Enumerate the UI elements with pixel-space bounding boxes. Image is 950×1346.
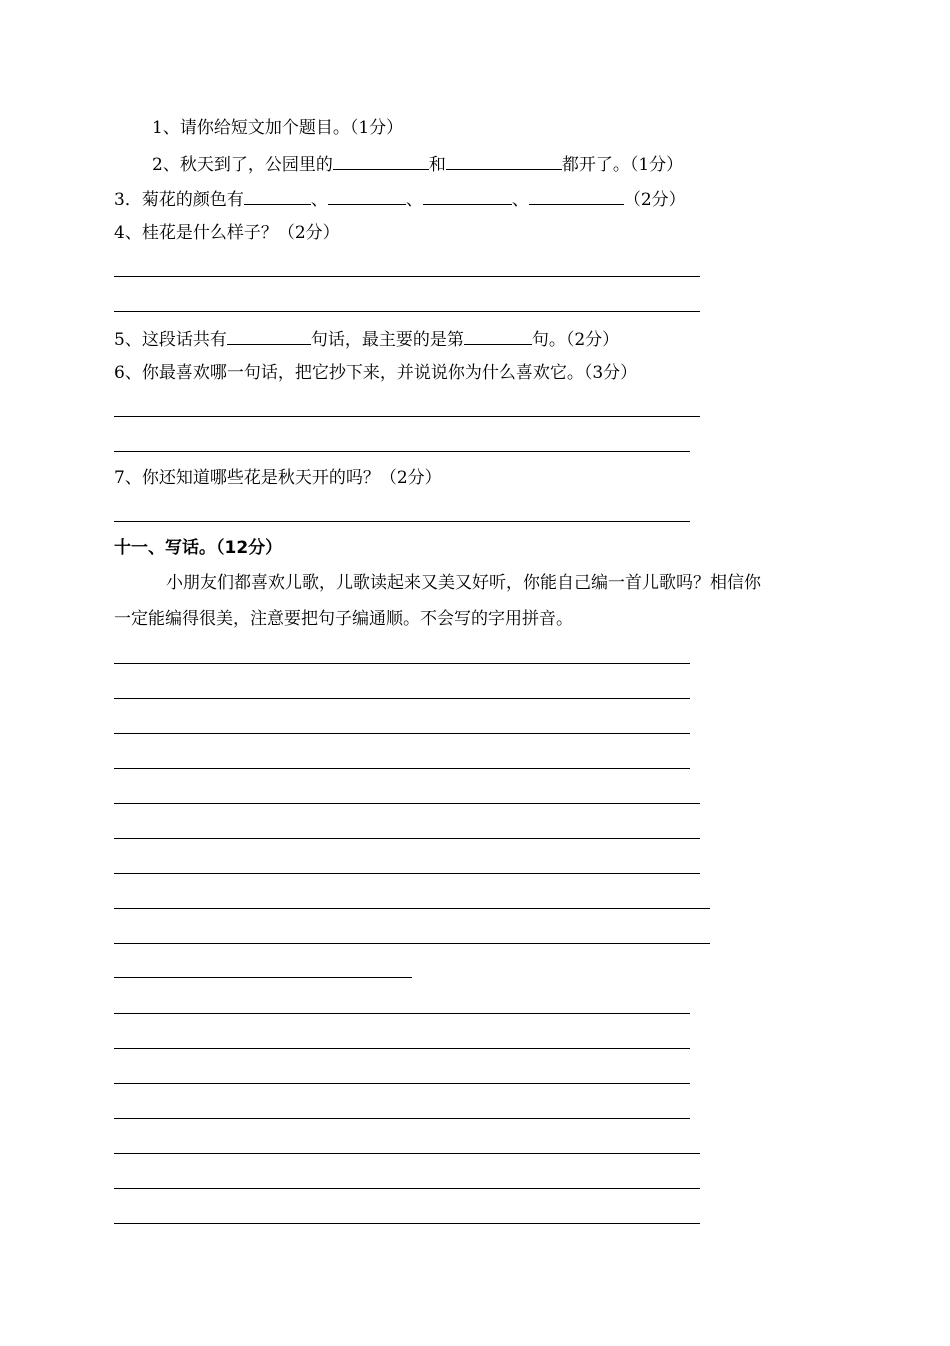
instruction-text-2: 一定能编得很美，注意要把句子编通顺。不会写的字用拼音。 bbox=[114, 609, 573, 629]
answer-blank[interactable] bbox=[529, 187, 624, 205]
question-5-text-c: 句。（2分） bbox=[531, 330, 620, 350]
question-1-text: 1、请你给短文加个题目。（1分） bbox=[152, 118, 404, 138]
writing-line[interactable] bbox=[114, 943, 710, 944]
writing-line[interactable] bbox=[114, 1223, 700, 1224]
writing-line[interactable] bbox=[114, 768, 690, 769]
answer-blank[interactable] bbox=[464, 327, 532, 345]
question-2 bbox=[152, 152, 683, 176]
separator: 、 bbox=[310, 190, 328, 210]
question-7-text: 7、你还知道哪些花是秋天开的吗？（2分） bbox=[114, 468, 442, 488]
question-5 bbox=[114, 327, 619, 351]
writing-line[interactable] bbox=[114, 663, 690, 664]
answer-blank[interactable] bbox=[446, 152, 562, 170]
instruction-text-1: 小朋友们都喜欢儿歌，儿歌读起来又美又好听，你能自己编一首儿歌吗？相信你 bbox=[166, 573, 761, 593]
question-1 bbox=[152, 117, 403, 139]
writing-line[interactable] bbox=[114, 803, 700, 804]
question-6 bbox=[114, 362, 637, 384]
question-5-text-b: 句话，最主要的是第 bbox=[310, 330, 464, 350]
answer-line[interactable] bbox=[114, 416, 700, 417]
answer-blank[interactable] bbox=[227, 327, 311, 345]
writing-line[interactable] bbox=[114, 1118, 690, 1119]
answer-blank[interactable] bbox=[244, 187, 311, 205]
answer-line[interactable] bbox=[114, 276, 700, 277]
question-7 bbox=[114, 467, 442, 489]
question-2-text-a: 2、秋天到了，公园里的 bbox=[152, 155, 333, 175]
answer-blank[interactable] bbox=[423, 187, 512, 205]
answer-line[interactable] bbox=[114, 451, 690, 452]
writing-line[interactable] bbox=[114, 838, 700, 839]
instruction-line-1 bbox=[166, 572, 761, 594]
writing-line[interactable] bbox=[114, 1013, 690, 1014]
writing-line[interactable] bbox=[114, 1048, 690, 1049]
writing-line[interactable] bbox=[114, 733, 690, 734]
writing-line[interactable] bbox=[114, 977, 412, 978]
answer-line[interactable] bbox=[114, 311, 700, 312]
writing-line[interactable] bbox=[114, 1188, 700, 1189]
question-5-text-a: 5、这段话共有 bbox=[114, 330, 227, 350]
writing-line[interactable] bbox=[114, 698, 690, 699]
question-4 bbox=[114, 222, 340, 244]
question-3 bbox=[114, 187, 686, 211]
answer-blank[interactable] bbox=[333, 152, 429, 170]
separator: 、 bbox=[405, 190, 423, 210]
writing-line[interactable] bbox=[114, 1153, 700, 1154]
question-2-text-c: 都开了。（1分） bbox=[561, 155, 684, 175]
section-heading bbox=[114, 537, 282, 559]
answer-blank[interactable] bbox=[328, 187, 406, 205]
writing-line[interactable] bbox=[114, 873, 700, 874]
question-3-text-end: （2分） bbox=[623, 190, 686, 210]
question-2-text-b: 和 bbox=[428, 155, 446, 175]
instruction-line-2 bbox=[114, 608, 573, 630]
answer-line[interactable] bbox=[114, 521, 690, 522]
question-6-text: 6、你最喜欢哪一句话，把它抄下来，并说说你为什么喜欢它。（3分） bbox=[114, 363, 638, 383]
writing-line[interactable] bbox=[114, 1083, 690, 1084]
section-11-heading: 十一、写话。（12分） bbox=[114, 538, 283, 558]
question-4-text: 4、桂花是什么样子？（2分） bbox=[114, 223, 340, 243]
question-3-text-a: 3．菊花的颜色有 bbox=[114, 190, 244, 210]
separator: 、 bbox=[511, 190, 529, 210]
writing-line[interactable] bbox=[114, 908, 710, 909]
